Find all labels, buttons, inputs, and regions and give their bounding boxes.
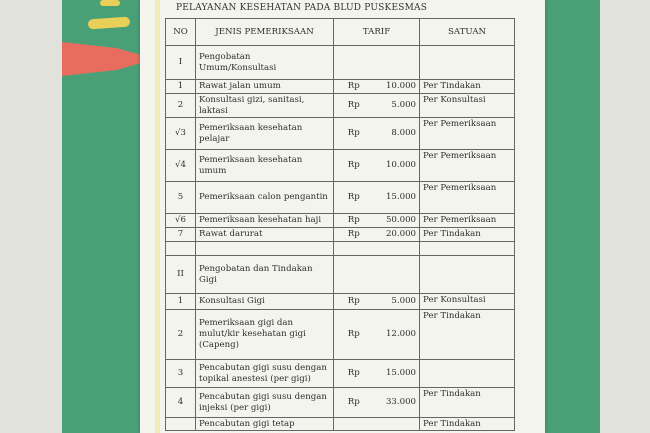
row-jenis: Pemeriksaan kesehatan haji	[196, 214, 334, 228]
table-body	[166, 46, 515, 431]
row-jenis: Pengobatan dan Tindakan Gigi	[196, 256, 334, 294]
row-number: √6	[166, 214, 196, 228]
header-satuan: SATUAN	[420, 19, 515, 46]
yellow-decoration	[100, 0, 120, 6]
row-tarif: 50.000	[374, 214, 420, 228]
row-tarif: 5.000	[374, 294, 420, 310]
row-currency: Rp	[334, 94, 374, 118]
row-number: 7	[166, 228, 196, 242]
row-satuan: Per Pemeriksaan	[420, 150, 515, 182]
row-tarif	[374, 242, 420, 256]
row-tarif	[374, 46, 420, 80]
row-satuan: Per Pemeriksaan	[420, 182, 515, 214]
row-number: 3	[166, 360, 196, 388]
row-number	[166, 418, 196, 431]
document-title: PELAYANAN KESEHATAN PADA BLUD PUSKESMAS	[176, 3, 428, 13]
row-jenis: Pemeriksaan calon pengantin	[196, 182, 334, 214]
header-jenis: JENIS PEMERIKSAAN	[196, 19, 334, 46]
table-row	[166, 228, 515, 242]
row-number: 1	[166, 80, 196, 94]
header-no: NO	[166, 19, 196, 46]
row-jenis: Pemeriksaan kesehatan pelajar	[196, 118, 334, 150]
row-number: √3	[166, 118, 196, 150]
row-currency: Rp	[334, 80, 374, 94]
row-jenis: Pemeriksaan kesehatan umum	[196, 150, 334, 182]
table-row	[166, 310, 515, 360]
row-satuan	[420, 46, 515, 80]
price-list-paper	[140, 0, 545, 433]
row-satuan: Per Konsultasi	[420, 94, 515, 118]
table-row	[166, 418, 515, 431]
table-row	[166, 294, 515, 310]
row-currency: Rp	[334, 118, 374, 150]
table-row	[166, 80, 515, 94]
row-tarif: 12.000	[374, 310, 420, 360]
row-currency: Rp	[334, 310, 374, 360]
row-currency: Rp	[334, 294, 374, 310]
row-number: 2	[166, 310, 196, 360]
row-tarif	[374, 256, 420, 294]
row-satuan: Per Pemeriksaan	[420, 118, 515, 150]
row-number: I	[166, 46, 196, 80]
table-row	[166, 94, 515, 118]
row-number: 2	[166, 94, 196, 118]
row-tarif: 5.000	[374, 94, 420, 118]
yellow-paper-strip	[155, 0, 160, 433]
row-number: 5	[166, 182, 196, 214]
row-number	[166, 242, 196, 256]
row-jenis: Konsultasi Gigi	[196, 294, 334, 310]
row-currency	[334, 256, 374, 294]
row-tarif: 10.000	[374, 150, 420, 182]
row-currency	[334, 242, 374, 256]
row-satuan: Per Pemeriksaan	[420, 214, 515, 228]
header-tarif: TARIF	[334, 19, 420, 46]
table-row	[166, 150, 515, 182]
row-satuan	[420, 360, 515, 388]
table-row	[166, 242, 515, 256]
row-currency: Rp	[334, 182, 374, 214]
table-row	[166, 182, 515, 214]
row-currency: Rp	[334, 150, 374, 182]
table-row	[166, 214, 515, 228]
row-currency: Rp	[334, 228, 374, 242]
row-jenis: Pencabutan gigi tetap	[196, 418, 334, 431]
row-jenis: Pencabutan gigi susu dengan topikal anestesi (per gigi)	[196, 360, 334, 388]
row-currency: Rp	[334, 214, 374, 228]
table-row	[166, 360, 515, 388]
row-number: 4	[166, 388, 196, 418]
row-satuan: Per Tindakan	[420, 80, 515, 94]
row-jenis	[196, 242, 334, 256]
row-satuan: Per Tindakan	[420, 388, 515, 418]
row-satuan: Per Tindakan	[420, 310, 515, 360]
row-tarif: 20.000	[374, 228, 420, 242]
row-satuan: Per Tindakan	[420, 228, 515, 242]
row-number: II	[166, 256, 196, 294]
table-row	[166, 46, 515, 80]
row-currency: Rp	[334, 388, 374, 418]
row-jenis: Konsultasi gizi, sanitasi, laktasi	[196, 94, 334, 118]
row-satuan	[420, 242, 515, 256]
row-number: √4	[166, 150, 196, 182]
table-row	[166, 388, 515, 418]
row-tarif: 10.000	[374, 80, 420, 94]
row-jenis: Pengobatan Umum/Konsultasi	[196, 46, 334, 80]
row-satuan	[420, 256, 515, 294]
row-satuan: Per Konsultasi	[420, 294, 515, 310]
row-number: 1	[166, 294, 196, 310]
row-currency	[334, 418, 374, 431]
row-currency: Rp	[334, 360, 374, 388]
table-row	[166, 118, 515, 150]
row-currency	[334, 46, 374, 80]
row-jenis: Rawat jalan umum	[196, 80, 334, 94]
table-header-row	[166, 19, 515, 46]
row-tarif	[374, 418, 420, 431]
row-tarif: 33.000	[374, 388, 420, 418]
row-tarif: 8.000	[374, 118, 420, 150]
tariff-table	[165, 18, 515, 431]
row-tarif: 15.000	[374, 182, 420, 214]
row-jenis: Pemeriksaan gigi dan mulut/kir kesehatan gigi (Capeng)	[196, 310, 334, 360]
row-tarif: 15.000	[374, 360, 420, 388]
row-jenis: Pencabutan gigi susu dengan injeksi (per gigi)	[196, 388, 334, 418]
row-satuan: Per Tindakan	[420, 418, 515, 431]
table-row	[166, 256, 515, 294]
row-jenis: Rawat darurat	[196, 228, 334, 242]
